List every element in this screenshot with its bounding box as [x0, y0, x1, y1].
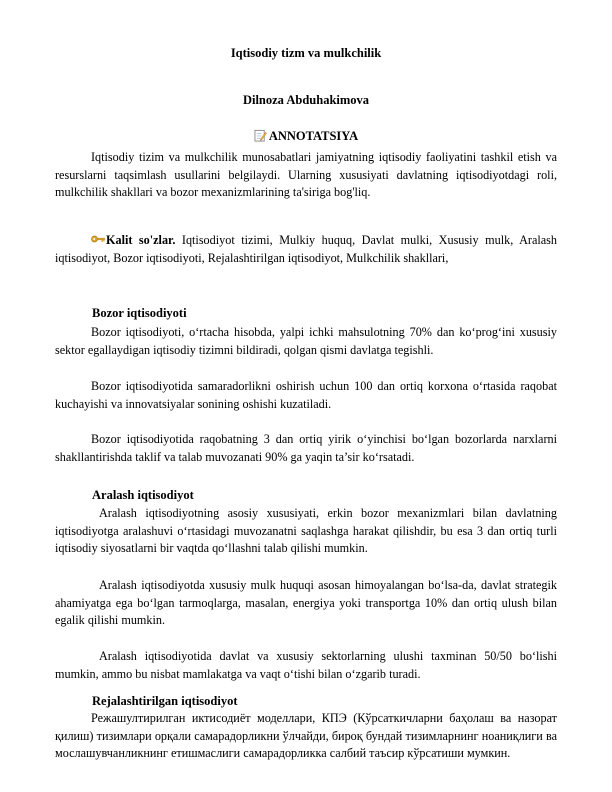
- key-icon: [91, 233, 105, 245]
- author-name: Dilnoza Abduhakimova: [242, 93, 370, 107]
- section-heading-bozor: Bozor iqtisodiyoti: [92, 306, 187, 320]
- section-heading-rejalashtirilgan: Rejalashtirilgan iqtisodiyot: [92, 694, 238, 708]
- paragraph-aralash-2: Aralash iqtisodiyotda xususiy mulk huquqi asosan himoyalangan bo‘lsa-da, davlat strategik ahamiyatga ega bo‘lgan tarmoqlarga, masalan, energiya yoki transportga 10% dan ortiq ulush bilan egalik qilishi mumkin.: [55, 578, 557, 628]
- paragraph-aralash-3: Aralash iqtisodiyotida davlat va xususiy sektorlarning ulushi taxminan 50/50 bo‘lishi mumkin, ammo bu nisbat mamlakatga va vaqt o‘tishi bilan o‘zgarib turadi.: [55, 649, 557, 681]
- paragraph-rejalashtirilgan-1: Режашултирилган иктисодиёт моделлари, КПЭ (Кўрсаткичларни баҳолаш ва назорат қилиш) тизимлари орқали самарадорликни ўлчайди, бироқ бундай тизимларнинг ноаниқлиги ва мослашувчанликнинг етишмаслиги самарадорликка салбий таъсир кўрсатиши мумкин.: [55, 711, 557, 761]
- memo-icon: [254, 129, 267, 142]
- annotation-text: Iqtisodiy tizim va mulkchilik munosabatlari jamiyatning iqtisodiy faoliyatini tashkil etish va resurslarni taqsimlash usullarini belgilaydi. Ularning xususiyati davlatning iqtisodiyotdagi roli, mulkchilik shakllari va bozor mexanizmlarining ta'siriga bog'liq.: [55, 150, 557, 200]
- keywords-list: Iqtisodiyot tizimi, Mulkiy huquq, Davlat mulki, Xususiy mulk, Aralash iqtisodiyot, Bozor iqtisodiyoti, Rejalashtirilgan iqtisodiyot, Mulkchilik shakllari,: [55, 233, 557, 265]
- paragraph-bozor-2: Bozor iqtisodiyotida samaradorlikni oshirish uchun 100 dan ortiq korxona o‘rtasida raqobat kuchayishi va innovatsiyalar sonining oshishi kuzatiladi.: [55, 379, 557, 411]
- annotation-heading-text: ANNOTATSIYA: [268, 129, 359, 143]
- section-heading-aralash: Aralash iqtisodiyot: [92, 488, 194, 502]
- keywords-label: Kalit so'zlar.: [106, 233, 176, 247]
- paragraph-aralash-1: Aralash iqtisodiyotning asosiy xususiyati, erkin bozor mexanizmlari bilan davlatning iqtisodiyotga aralashuvi o‘rtasidagi muvozanatni saqlashga harakat qilishdir, bu esa 3 dan ortiq turli iqtisodiy siyosatlarni bir vaqtda qo‘llashni talab qilishi mumkin.: [55, 506, 557, 556]
- annotation-heading: [0, 129, 612, 144]
- paragraph-bozor-1: Bozor iqtisodiyoti, o‘rtacha hisobda, yalpi ichki mahsulotning 70% dan ko‘prog‘ini xususiy sektor egallaydigan iqtisodiy tizimni bildiradi, qolgan qismi davlatga tegishli.: [55, 325, 557, 357]
- paragraph-bozor-3: Bozor iqtisodiyotida raqobatning 3 dan ortiq yirik o‘yinchisi bo‘lgan bozorlarda narxlarni shakllantirishda taklif va talab muvozanati 90% ga yaqin ta’sir ko‘rsatadi.: [55, 432, 557, 464]
- keywords-paragraph: [55, 232, 557, 267]
- paper-title: Iqtisodiy tizm va mulkchilik: [230, 46, 382, 60]
